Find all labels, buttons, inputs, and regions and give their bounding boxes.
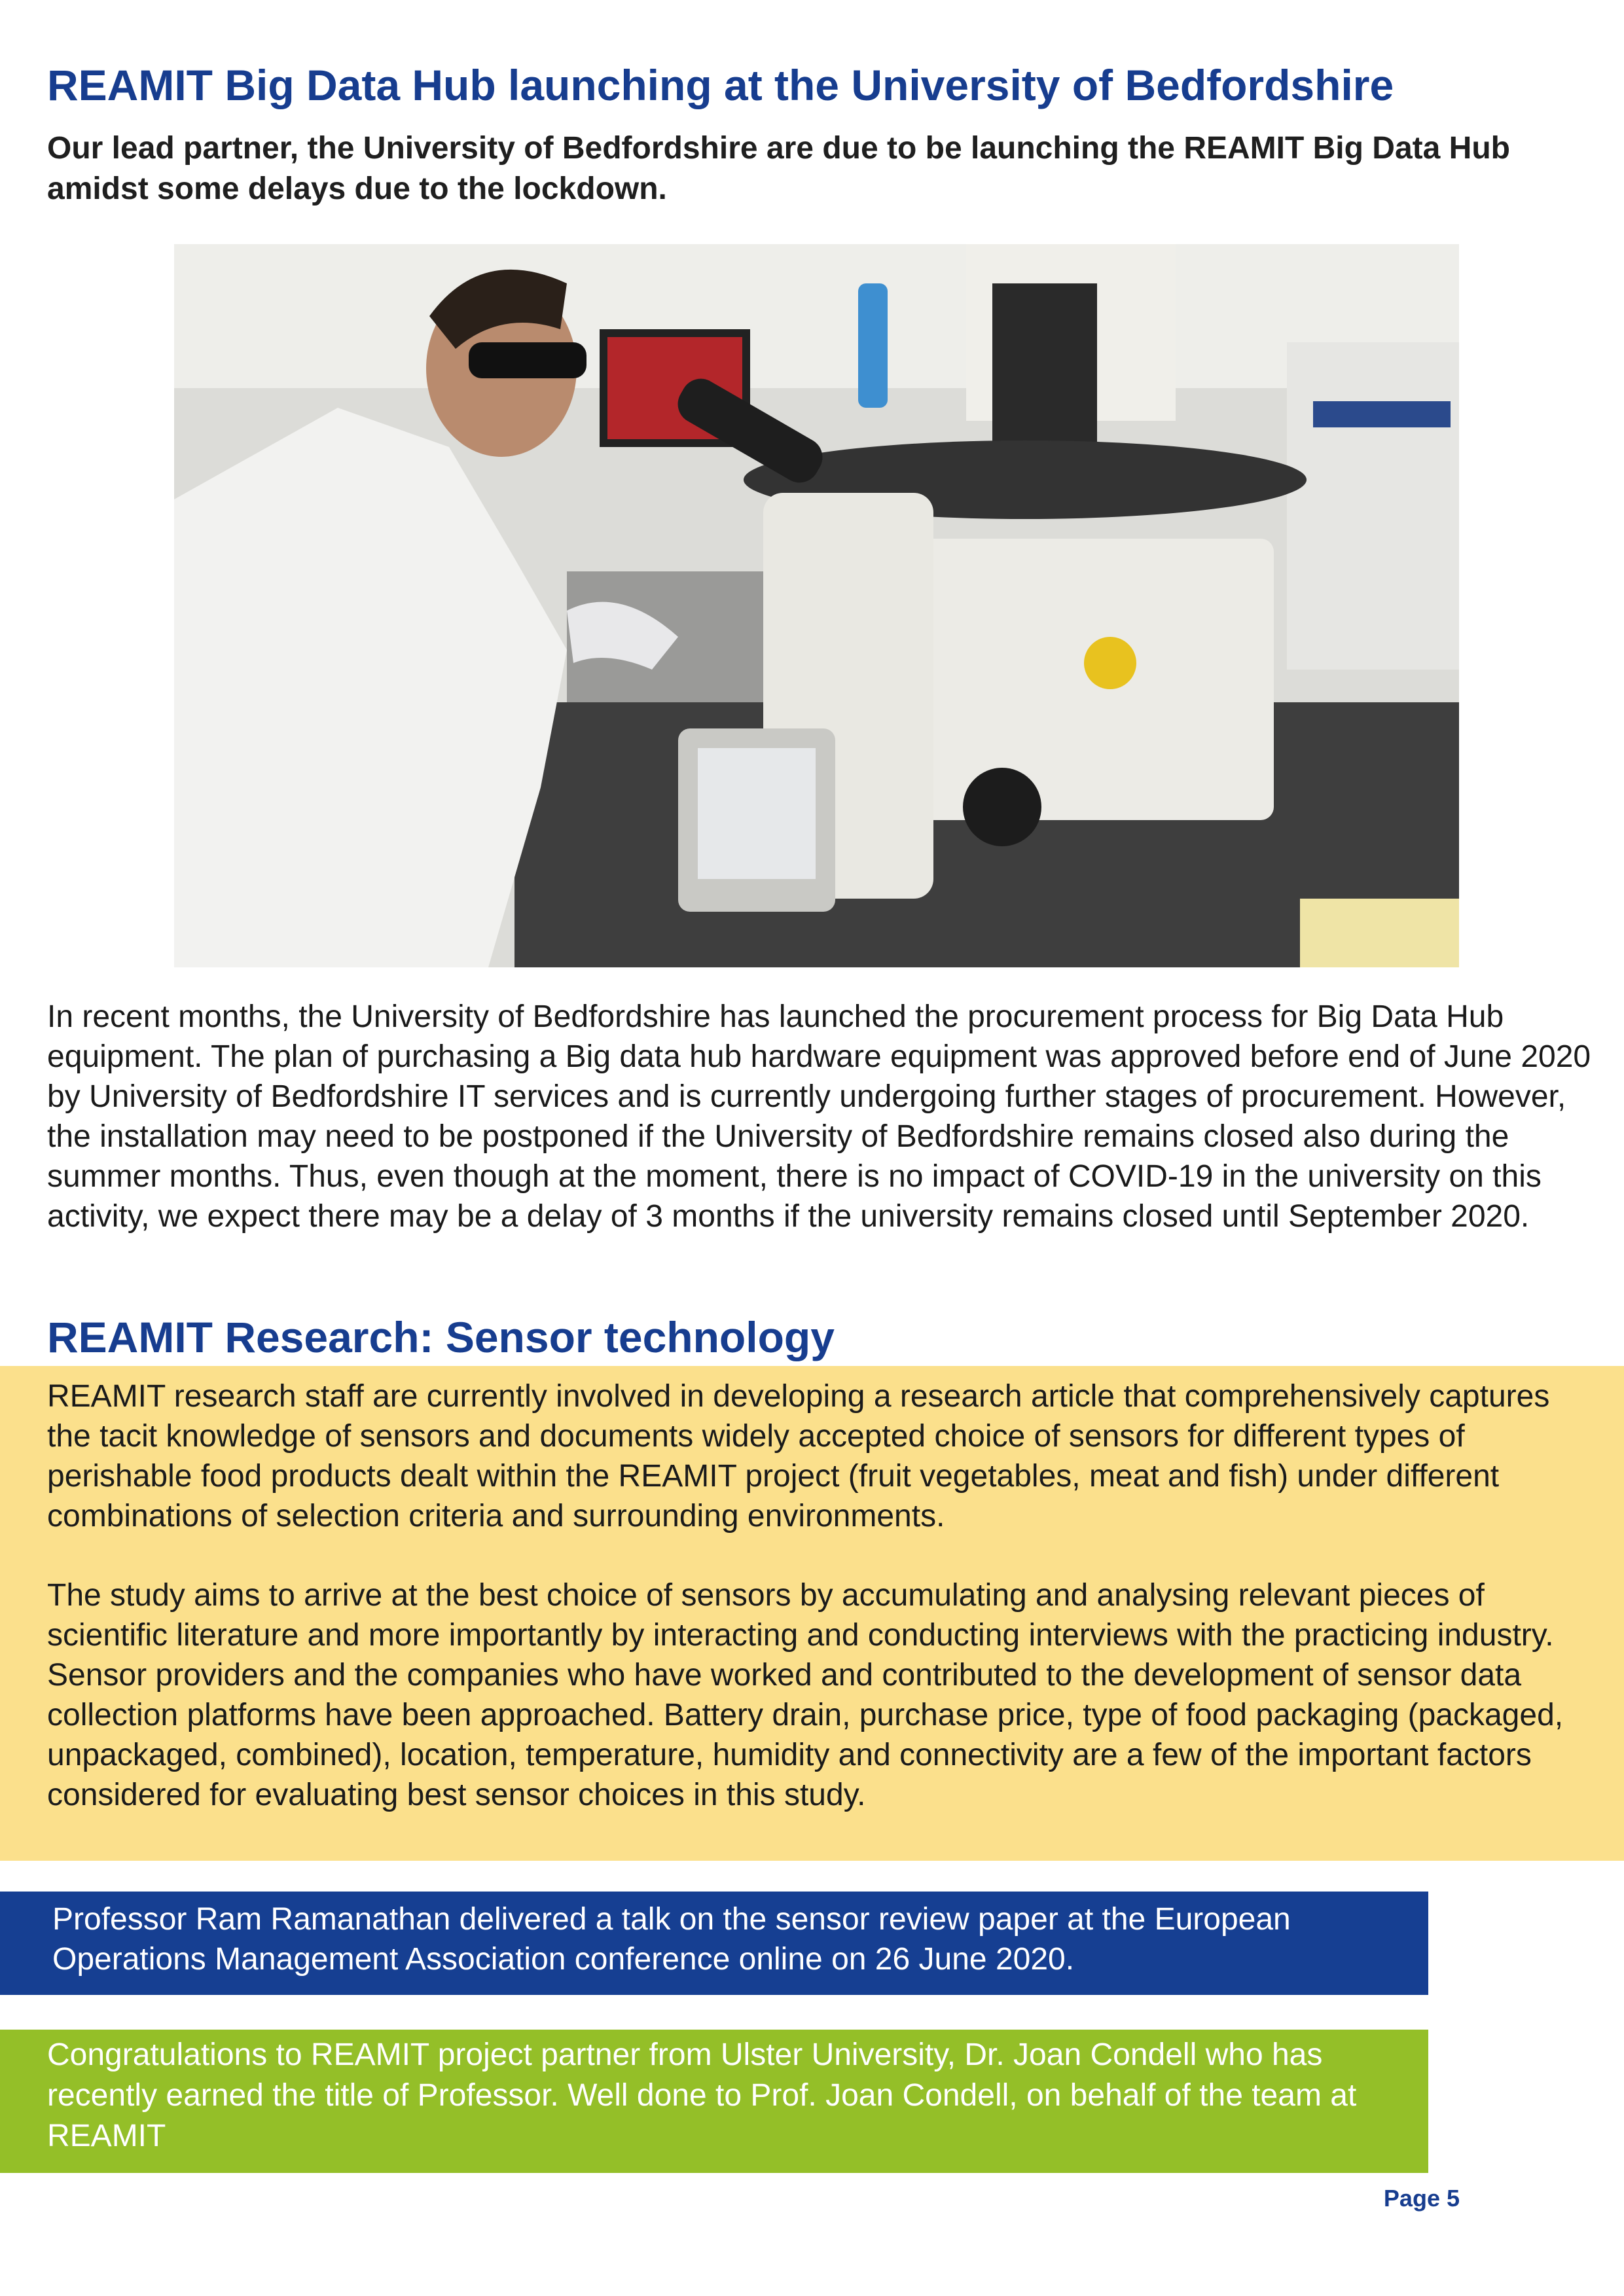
- research-paragraph-1: REAMIT research staff are currently involved in developing a research article that comprehensively captures the tacit knowledge of sensors and documents widely accepted choice of sensors for different types of perishable food products dealt within the REAMIT project (fruit vegetables, meat and fish) under different combinations of selection criteria and surrounding environments.: [47, 1379, 1550, 1534]
- green-callout-box: [0, 2030, 1428, 2173]
- lab-microscope-photo: [174, 244, 1459, 967]
- page-number: Page 5: [1383, 2185, 1460, 2212]
- green-callout-text: Congratulations to REAMIT project partner from Ulster University, Dr. Joan Condell who has recently earned the title of Professor. Well done to Prof. Joan Condell, on behalf of the team at REAMIT: [47, 2037, 1357, 2153]
- research-highlight-box: [0, 1366, 1624, 1861]
- section-intro: Our lead partner, the University of Bedfordshire are due to be launching the REAMIT Big Data Hub amidst some delays due to the lockdown.: [47, 131, 1510, 206]
- blue-callout-text: Professor Ram Ramanathan delivered a talk on the sensor review paper at the European Operations Management Association conference online on 26 June 2020.: [52, 1902, 1291, 1977]
- section-title-sensor-technology: REAMIT Research: Sensor technology: [47, 1313, 835, 1361]
- section-title-big-data-hub: REAMIT Big Data Hub launching at the University of Bedfordshire: [47, 61, 1394, 109]
- section1-body: In recent months, the University of Bedfordshire has launched the procurement process for Big Data Hub equipment. The plan of purchasing a Big data hub hardware equipment was approved before end of June 2020 by University of Bedfordshire IT services and is currently undergoing further stages of procurement. However, the installation may need to be postponed if the University of Bedfordshire remains closed also during the summer months. Thus, even though at the moment, there is no impact of COVID-19 in the university on this activity, we expect there may be a delay of 3 months if the university remains closed until September 2020.: [47, 999, 1591, 1234]
- research-paragraph-2: The study aims to arrive at the best choice of sensors by accumulating and analysing relevant pieces of scientific literature and more importantly by interacting and conducting interviews with the practicing industry. Sensor providers and the companies who have worked and contributed to the development of sensor data collection platforms have been approached. Battery drain, purchase price, type of food packaging (packaged, unpackaged, combined), location, temperature, humidity and connectivity are a few of the important factors considered for evaluating best sensor choices in this study.: [47, 1578, 1564, 1812]
- blue-callout-box: [0, 1892, 1428, 1995]
